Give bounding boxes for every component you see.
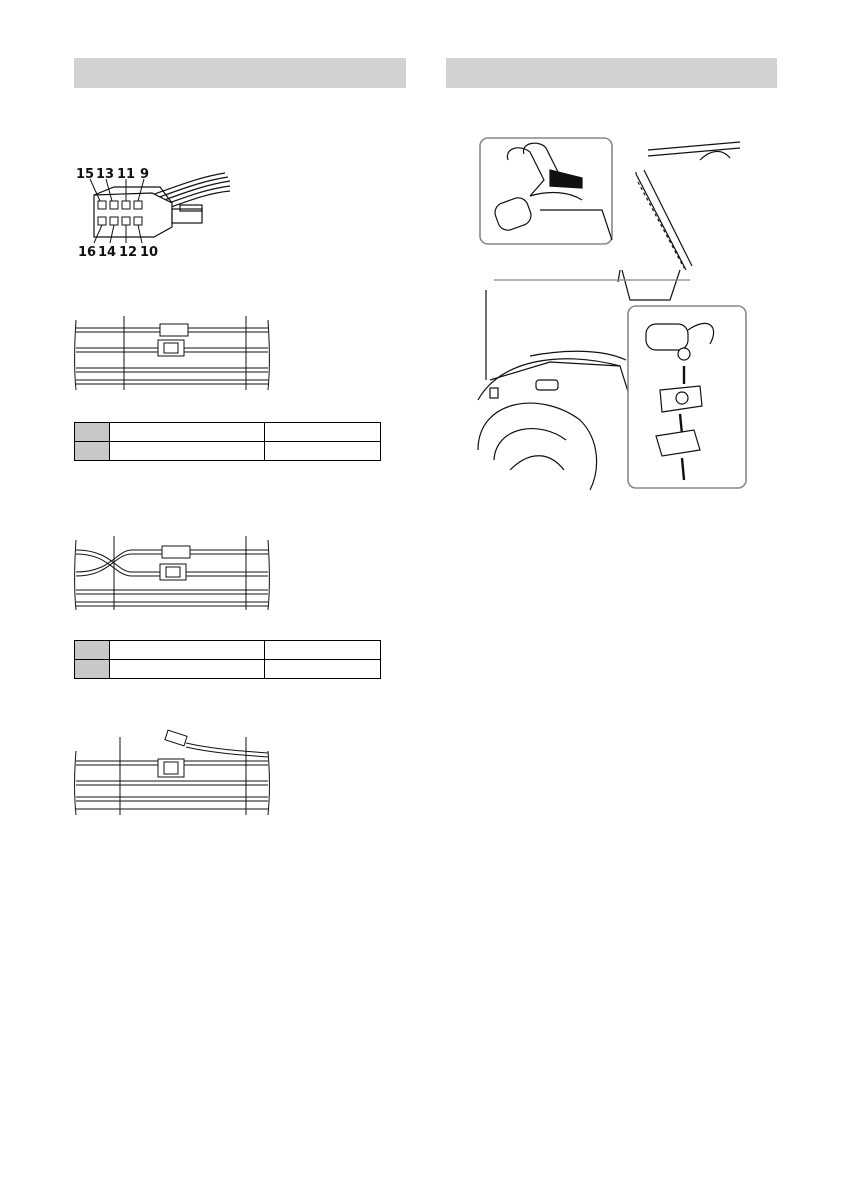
cable-diagram-3 [72,725,272,820]
pin-label-13: 13 [96,167,115,182]
table-cell [110,660,265,679]
table-cell [265,641,381,660]
table-row [75,423,381,442]
pin-label-9: 9 [140,167,150,182]
section-header-right [446,58,777,88]
table-cell [110,423,265,442]
pin-label-10: 10 [140,245,159,260]
section-header-left [74,58,406,88]
cable-diagram-2 [72,530,272,615]
table-cell [110,442,265,461]
mic-installation-illustration [470,130,760,495]
cable-diagram-1 [72,310,272,395]
table-row [75,641,381,660]
table-cell [75,660,110,679]
table-cell [265,660,381,679]
pin-label-12: 12 [119,245,138,260]
table-cell [265,442,381,461]
pin-label-11: 11 [117,167,136,182]
table-cell [110,641,265,660]
table-row [75,660,381,679]
table-cell [265,423,381,442]
table-row [75,442,381,461]
table-cell [75,442,110,461]
pin-label-15: 15 [76,167,95,182]
pin-label-14: 14 [98,245,117,260]
connector-illustration [80,165,240,250]
pin-label-16: 16 [78,245,97,260]
table-cell [75,423,110,442]
table-cell [75,641,110,660]
spec-table-1 [74,422,381,461]
spec-table-2 [74,640,381,679]
